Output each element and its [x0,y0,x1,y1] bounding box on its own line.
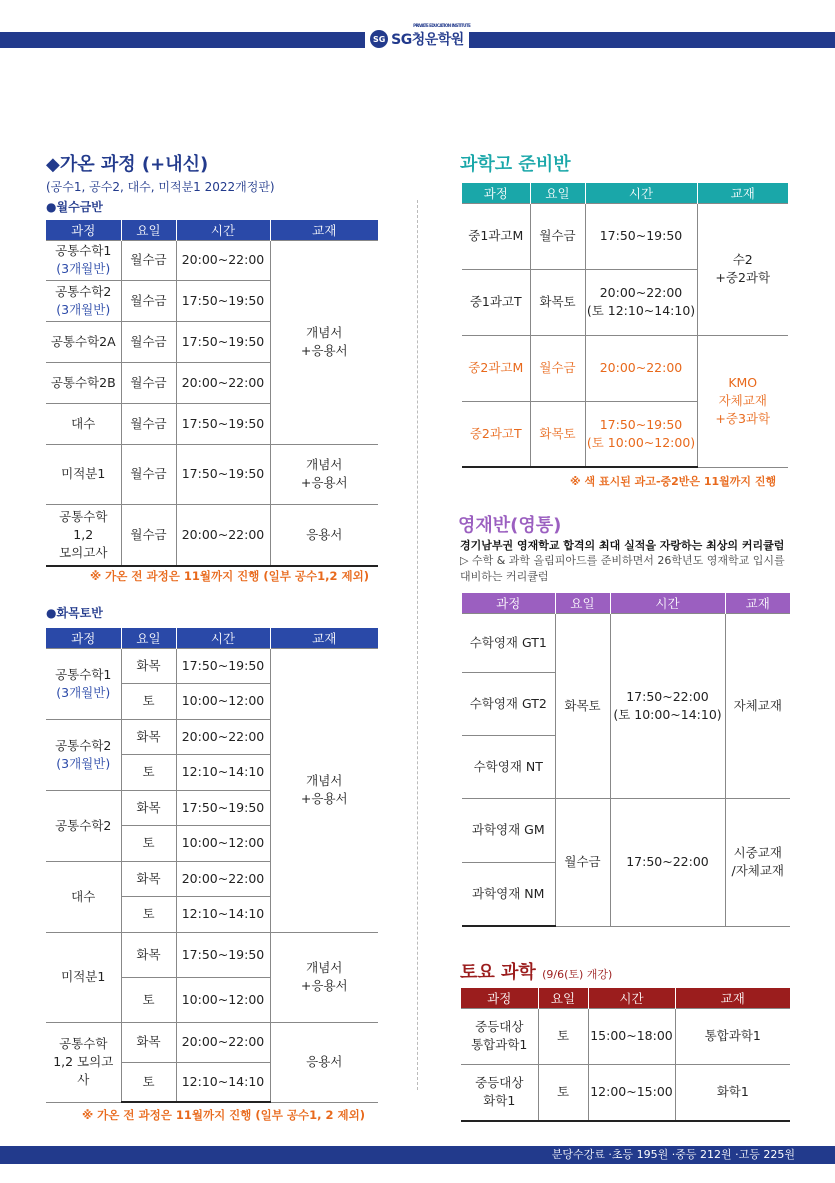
table-row [462,798,790,862]
logo [365,23,471,51]
day: 월수금 [121,362,176,403]
textbook: 수2 +중2과학 [697,203,788,335]
day: 토 [121,1062,176,1102]
time: 12:00~15:00 [588,1064,675,1121]
col-course: 과정 [462,183,530,203]
day: 토 [538,1064,588,1121]
logo-icon: SG [370,30,388,48]
col-day: 요일 [555,593,610,613]
col-day: 요일 [121,628,176,648]
table-row [46,240,378,280]
time: 17:50~22:00 (토 10:00~14:10) [610,613,725,798]
course: 중등대상 통합과학1 [461,1008,538,1064]
col-day: 요일 [530,183,585,203]
science-hs-note: ※ 색 표시된 과고-중2반은 11월까지 진행 [570,475,777,488]
course: 수학영재 NT [462,735,555,798]
course: 중등대상 화학1 [461,1064,538,1121]
day: 화목 [121,719,176,754]
gaon-title: ◆가온 과정 (+내신) [46,154,209,175]
time: 10:00~12:00 [176,977,270,1022]
table-row [462,203,788,269]
time: 17:50~19:50 [585,203,697,269]
day: 토 [121,683,176,719]
textbook: 응용서 [270,1022,378,1102]
col-book: 교재 [675,988,790,1008]
logo-text [391,23,471,49]
mwf-heading: ●월수금반 [46,200,103,214]
textbook: 화학1 [675,1064,790,1121]
day: 화목 [121,932,176,977]
ttsat-table [46,628,378,1103]
course: 공통수학 1,2 모의고 사 [46,1022,121,1102]
course-sub: (3개월반) [56,684,111,700]
table-row [461,1064,790,1121]
col-day: 요일 [538,988,588,1008]
course: 과학영재 NM [462,862,555,926]
table-row [46,444,378,504]
course: 공통수학2 [55,283,112,299]
gifted-table [462,593,790,927]
table-row [46,504,378,566]
logo-subtext: PRIVATE EDUCATION INSTITUTE [413,23,471,28]
time: 17:50~19:50 [176,403,270,444]
col-course: 과정 [462,593,555,613]
textbook: 응용서 [270,504,378,566]
science-hs-table [462,183,788,468]
day: 월수금 [530,203,585,269]
table-row [461,1008,790,1064]
day: 토 [121,754,176,790]
saturday-title [460,958,612,984]
column-divider [417,200,418,1090]
day: 토 [538,1008,588,1064]
ttsat-note: ※ 가온 전 과정은 11월까지 진행 (일부 공수1, 2 제외) [82,1108,365,1122]
time: 12:10~14:10 [176,754,270,790]
course: 공통수학 1,2 모의고사 [46,504,121,566]
time: 17:50~19:50 [176,280,270,321]
saturday-title-text: 토요 과학 [460,962,536,983]
col-course: 과정 [46,628,121,648]
time: 17:50~19:50 [176,790,270,825]
course-sub: (3개월반) [56,261,111,276]
course: 미적분1 [46,932,121,1022]
saturday-open-date: (9/6(토) 개강) [542,968,613,981]
time: 20:00~22:00 [176,1022,270,1062]
textbook: 개념서 +응용서 [270,444,378,504]
day: 토 [121,896,176,932]
day: 화목 [121,790,176,825]
science-hs-title: 과학고 준비반 [460,154,571,175]
col-time: 시간 [176,220,270,240]
col-time: 시간 [176,628,270,648]
col-book: 교재 [270,628,378,648]
day: 화목 [121,1022,176,1062]
course: 중1과고T [462,269,530,335]
time: 15:00~18:00 [588,1008,675,1064]
day: 화목토 [530,269,585,335]
course: 공통수학2A [46,321,121,362]
time: 17:50~19:50 [176,932,270,977]
logo-name: SG청운학원 [391,32,464,48]
textbook: 개념서 +응용서 [270,648,378,932]
col-course: 과정 [461,988,538,1008]
gifted-title: 영재반(영통) [458,515,562,536]
saturday-table [461,988,790,1122]
course: 공통수학2 [55,737,112,753]
time: 10:00~12:00 [176,825,270,861]
day: 월수금 [555,798,610,926]
time: 12:10~14:10 [176,896,270,932]
gifted-description: ▷ 수학 & 과학 올림피아드를 준비하면서 26학년도 영재학교 입시를 대비하는 커리큘럼 [460,554,785,583]
day: 토 [121,977,176,1022]
day: 월수금 [121,444,176,504]
time: 20:00~22:00 [176,719,270,754]
time: 20:00~22:00 [585,335,697,401]
textbook: 개념서 +응용서 [270,240,378,444]
course-sub: (3개월반) [56,301,111,317]
col-time: 시간 [588,988,675,1008]
time: 20:00~22:00 [176,861,270,896]
time: 17:50~22:00 [610,798,725,926]
time: 17:50~19:50 [176,648,270,683]
time: 20:00~22:00 [176,362,270,403]
course: 공통수학2 [46,790,121,861]
day: 월수금 [121,504,176,566]
time: 20:00~22:00 [176,504,270,566]
ttsat-heading: ●화목토반 [46,606,103,620]
time: 12:10~14:10 [176,1062,270,1102]
table-row [462,335,788,401]
col-book: 교재 [697,183,788,203]
course: 미적분1 [46,444,121,504]
textbook: KMO 자체교재 +중3과학 [697,335,788,467]
col-book: 교재 [270,220,378,240]
course: 공통수학1 [55,243,112,258]
mwf-note: ※ 가온 전 과정은 11월까지 진행 (일부 공수1,2 제외) [90,569,369,583]
textbook: 통합과학1 [675,1008,790,1064]
col-time: 시간 [610,593,725,613]
gaon-subtitle: (공수1, 공수2, 대수, 미적분1 2022개정판) [46,180,275,194]
table-row [462,613,790,672]
course: 중2과고M [462,335,530,401]
course: 대수 [46,403,121,444]
time: 17:50~19:50 [176,321,270,362]
time: 17:50~19:50 [176,444,270,504]
day: 월수금 [121,240,176,280]
day: 화목 [121,648,176,683]
textbook: 개념서 +응용서 [270,932,378,1022]
course: 과학영재 GM [462,798,555,862]
table-row [46,1022,378,1062]
day: 월수금 [121,403,176,444]
course: 중1과고M [462,203,530,269]
day: 월수금 [121,280,176,321]
day: 화목토 [530,401,585,467]
day: 화목 [121,861,176,896]
time: 10:00~12:00 [176,683,270,719]
table-row [46,648,378,683]
course: 공통수학2B [46,362,121,403]
col-day: 요일 [121,220,176,240]
table-row [46,932,378,977]
mwf-table [46,220,378,567]
col-book: 교재 [725,593,790,613]
day: 토 [121,825,176,861]
day: 화목토 [555,613,610,798]
textbook: 시중교재 /자체교재 [725,798,790,926]
col-course: 과정 [46,220,121,240]
course: 대수 [46,861,121,932]
course: 수학영재 GT1 [462,613,555,672]
day: 월수금 [121,321,176,362]
gifted-tagline: 경기남부권 영재학교 합격의 최대 실적을 자랑하는 최상의 커리큘럼 [460,539,785,552]
fee-footer: 분당수강료 ·초등 195원 ·중등 212원 ·고등 225원 [0,1146,835,1164]
col-time: 시간 [585,183,697,203]
course: 수학영재 GT2 [462,672,555,735]
day: 월수금 [530,335,585,401]
time: 20:00~22:00 (토 12:10~14:10) [585,269,697,335]
course: 공통수학1 [55,666,112,682]
time: 20:00~22:00 [176,240,270,280]
course: 중2과고T [462,401,530,467]
time: 17:50~19:50 (토 10:00~12:00) [585,401,697,467]
course-sub: (3개월반) [56,755,111,771]
textbook: 자체교재 [725,613,790,798]
